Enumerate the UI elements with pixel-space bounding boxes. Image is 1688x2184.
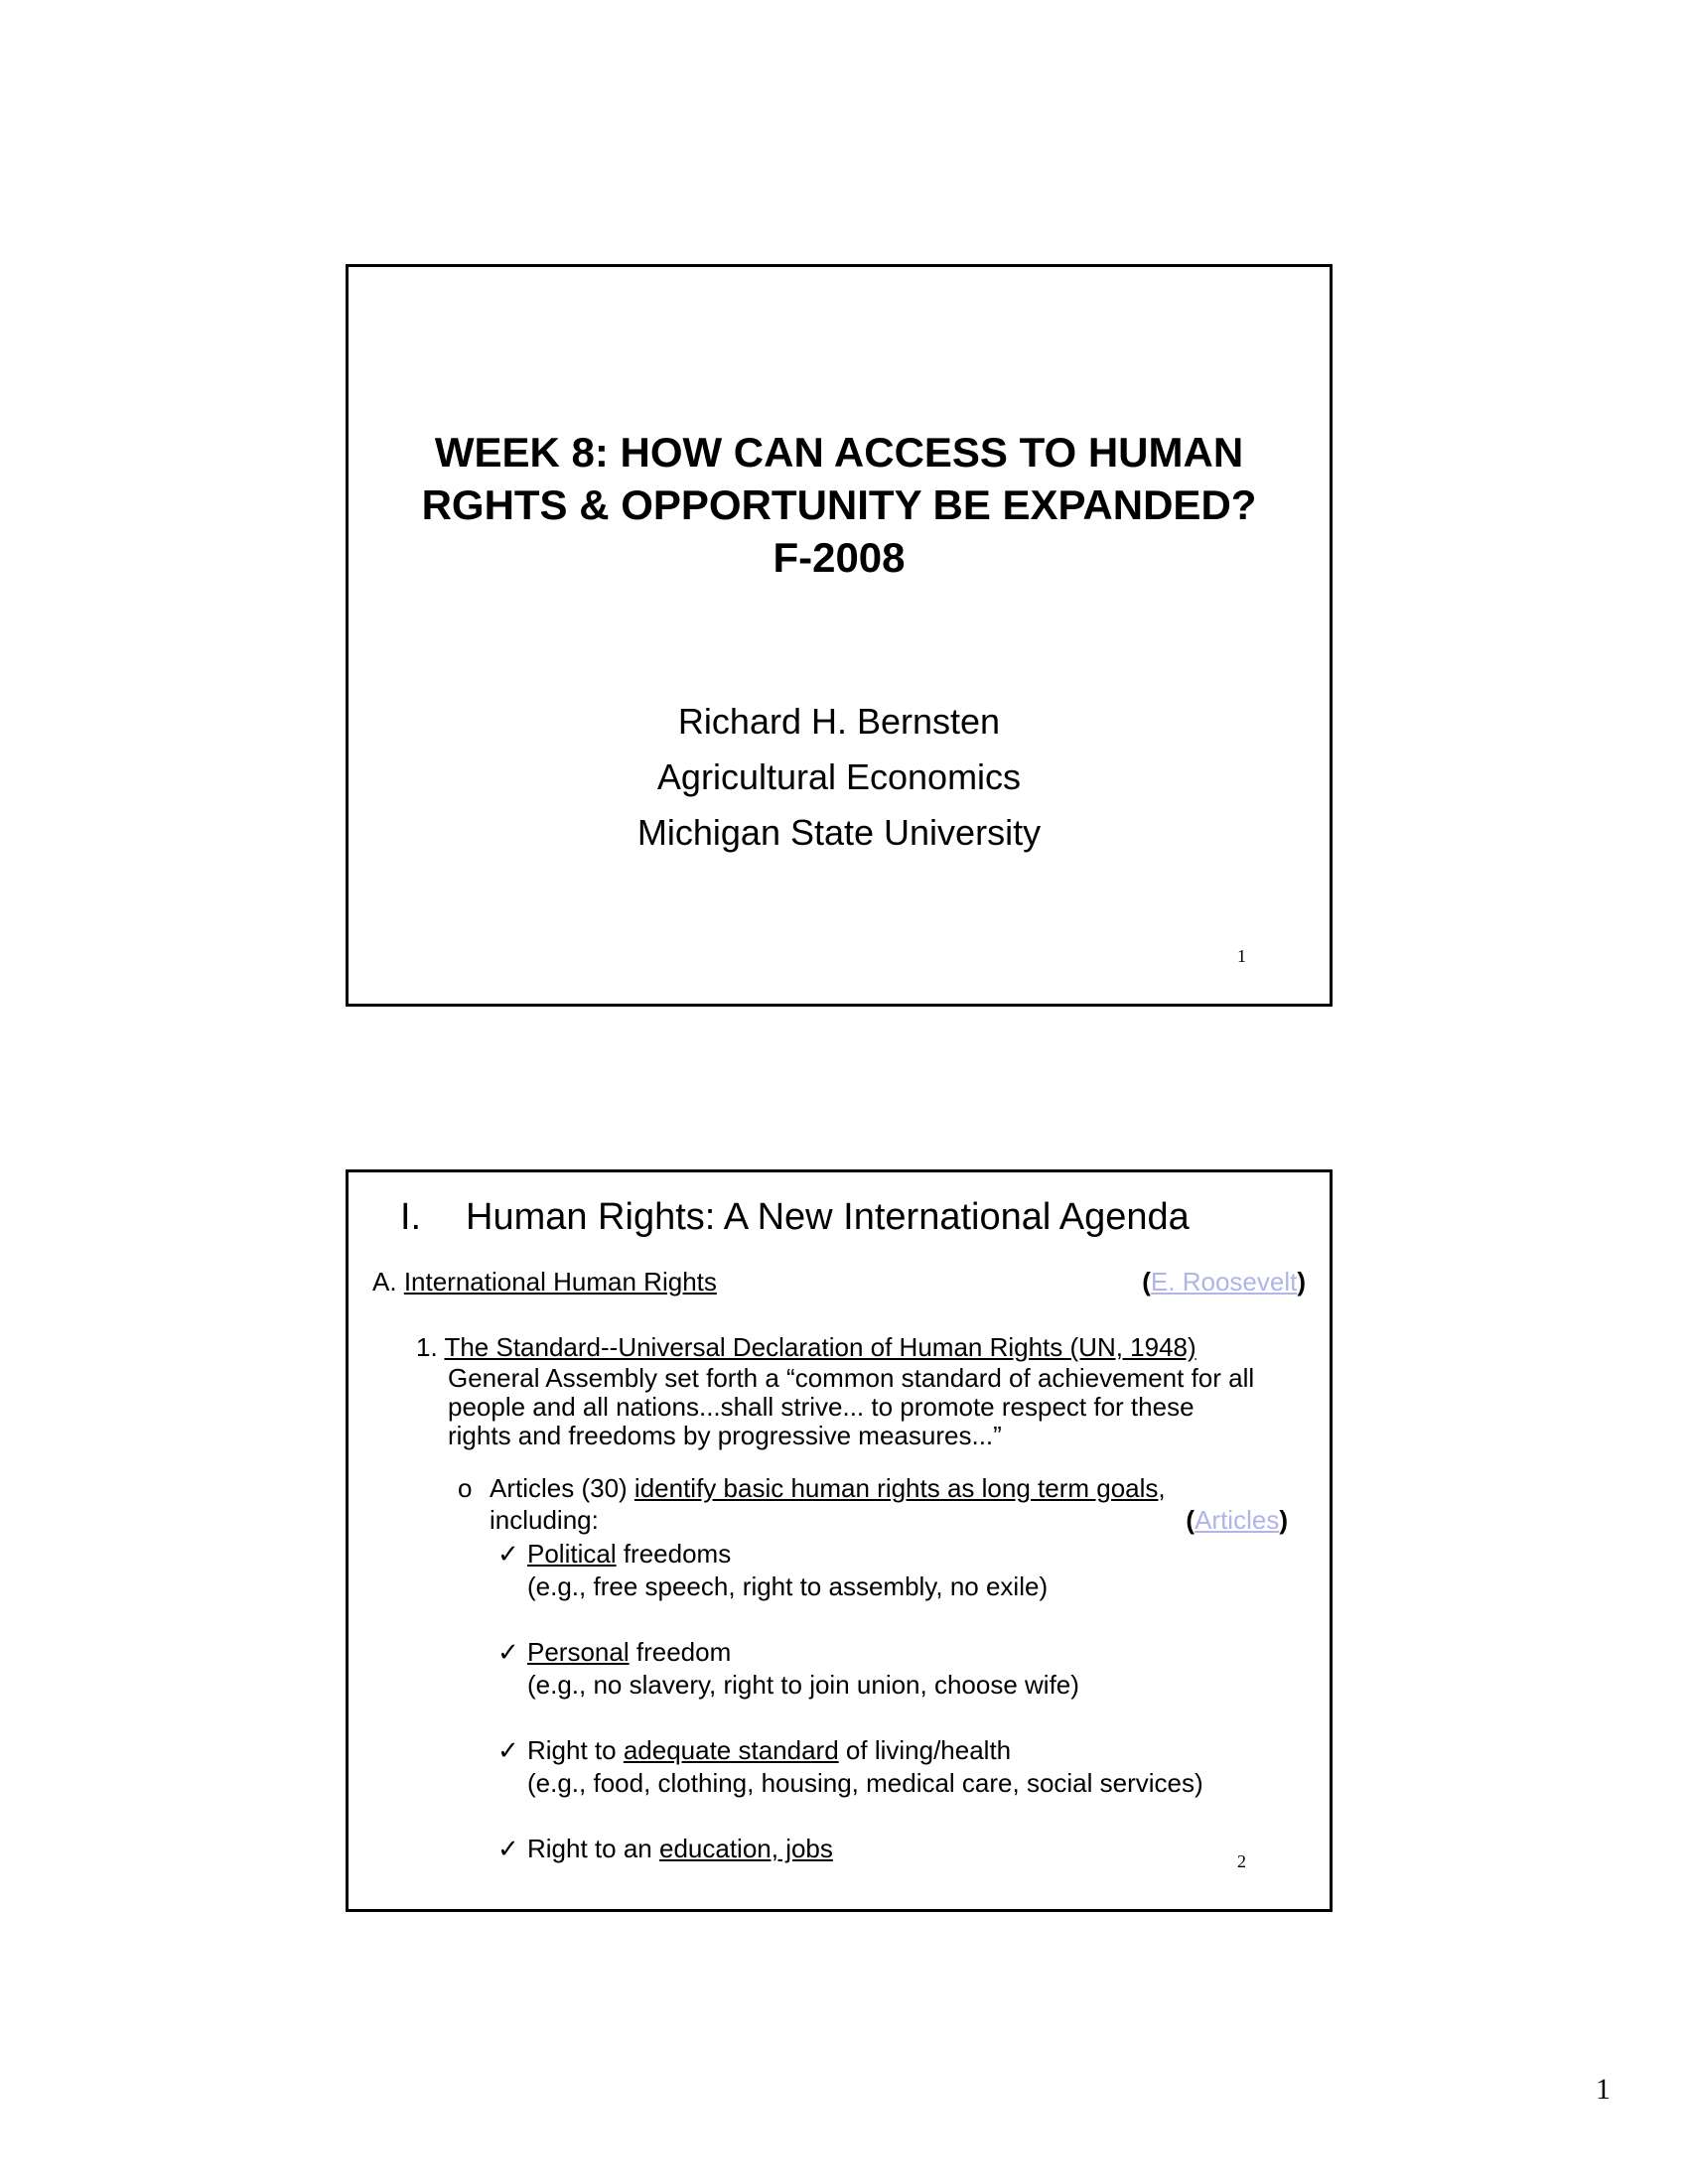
section-a <box>372 1266 717 1297</box>
checkmark-icon: ✓ <box>497 1637 519 1667</box>
item-1-header <box>416 1331 1196 1363</box>
heading-text: Human Rights: A New International Agenda <box>466 1196 1190 1238</box>
title-line-2: RGHTS & OPPORTUNITY BE EXPANDED? <box>421 481 1257 528</box>
item-1-body-line-1: General Assembly set forth a “common standard of achievement for all <box>448 1363 1255 1393</box>
articles-link[interactable]: Articles <box>1195 1505 1280 1535</box>
roosevelt-link[interactable]: E. Roosevelt <box>1150 1267 1298 1297</box>
articles-bullet <box>458 1472 1166 1504</box>
slide-2-heading <box>400 1192 1190 1242</box>
author-department: Agricultural Economics <box>656 756 1022 797</box>
section-a-reference <box>1142 1266 1306 1297</box>
bullet-marker: o <box>458 1473 473 1503</box>
bullet-underlined: identify basic human rights as long term goals <box>633 1473 1159 1503</box>
ref-open-paren: ( <box>1142 1267 1151 1297</box>
item-1-body <box>448 1364 1254 1450</box>
articles-reference <box>1186 1504 1288 1536</box>
check-item-education <box>497 1833 833 1864</box>
check-pre: Right to an <box>527 1834 659 1863</box>
author-university: Michigan State University <box>636 812 1042 853</box>
checkmark-icon: ✓ <box>497 1735 519 1765</box>
check-detail-political: (e.g., free speech, right to assembly, no exile) <box>527 1571 1049 1601</box>
item-1-number: 1. <box>416 1332 438 1362</box>
slide-1-number: 1 <box>1237 946 1246 966</box>
item-1-title: The Standard--Universal Declaration of Human Rights (UN, 1948) <box>444 1332 1196 1362</box>
check-item-personal <box>497 1636 731 1668</box>
author-block <box>349 694 1330 861</box>
title-line-1: WEEK 8: HOW CAN ACCESS TO HUMAN <box>434 429 1244 476</box>
slide-2 <box>346 1169 1333 1912</box>
author-name: Richard H. Bernsten <box>677 701 1001 742</box>
item-1-body-line-2: people and all nations...shall strive... to promote respect for these <box>448 1392 1195 1422</box>
check-post: of living/health <box>838 1735 1012 1765</box>
check-post: freedom <box>629 1637 732 1667</box>
slide-1 <box>346 264 1333 1007</box>
slide-1-title <box>349 426 1330 584</box>
check-post: freedoms <box>616 1539 732 1569</box>
item-1-body-line-3: rights and freedoms by progressive measures...” <box>448 1421 1002 1450</box>
check-underlined: education, jobs <box>658 1834 833 1863</box>
articles-ref-open: ( <box>1186 1505 1196 1535</box>
section-a-label: A. <box>372 1267 397 1297</box>
slide-2-number: 2 <box>1237 1851 1246 1871</box>
check-detail-standard: (e.g., food, clothing, housing, medical care, social services) <box>527 1768 1203 1798</box>
checkmark-icon: ✓ <box>497 1539 519 1569</box>
check-underlined: Political <box>527 1539 617 1569</box>
bullet-pre-text: Articles (30) <box>490 1473 634 1503</box>
check-item-standard <box>497 1734 1011 1766</box>
title-line-3: F-2008 <box>773 534 906 581</box>
bullet-post-text: , <box>1158 1473 1166 1503</box>
section-a-title: International Human Rights <box>403 1267 717 1297</box>
check-underlined: Personal <box>527 1637 630 1667</box>
page-number: 1 <box>1596 2073 1611 2106</box>
heading-numeral: I. <box>400 1196 422 1238</box>
ref-close-paren: ) <box>1297 1267 1306 1297</box>
check-pre: Right to <box>527 1735 624 1765</box>
checkmark-icon: ✓ <box>497 1834 519 1863</box>
check-detail-personal: (e.g., no slavery, right to join union, choose wife) <box>527 1670 1079 1700</box>
check-item-political <box>497 1538 731 1570</box>
bullet-line-2: including: <box>490 1505 599 1535</box>
articles-ref-close: ) <box>1279 1505 1288 1535</box>
check-underlined: adequate standard <box>623 1735 839 1765</box>
